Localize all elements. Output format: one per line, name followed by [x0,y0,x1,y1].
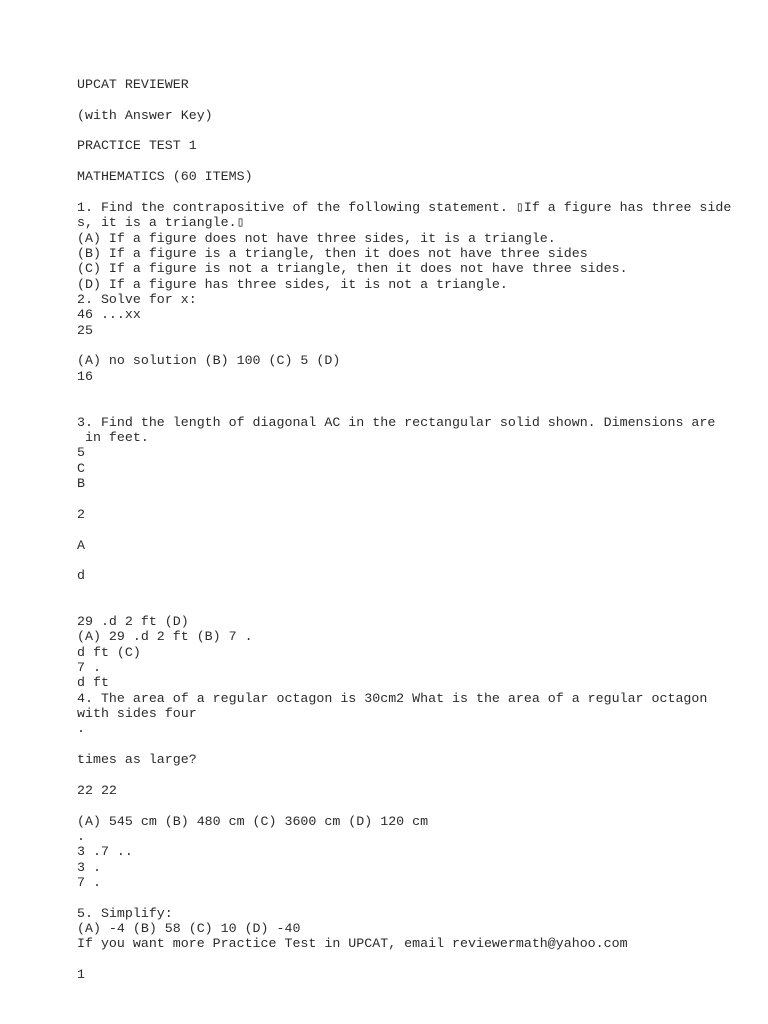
q4-choices: (A) 545 cm (B) 480 cm (C) 3600 cm (D) 120 cm [77,814,429,829]
test-name: PRACTICE TEST 1 [77,138,197,153]
q3-stem-line2: in feet. [77,430,149,445]
q1-choice-a: (A) If a figure does not have three sides, it is a triangle. [77,231,556,246]
q1-stem-line1: 1. Find the contrapositive of the following statement. ▯If a figure has three side [77,200,732,215]
q5-stem: 5. Simplify: [77,906,173,921]
section-heading: MATHEMATICS (60 ITEMS) [77,169,253,184]
q3-figure-label-2: 2 [77,507,85,522]
document-title: UPCAT REVIEWER [77,77,189,92]
q3-figure-label-5: 5 [77,445,85,460]
q3-answer-line5: d ft [77,675,109,690]
q2-expression-line1: 46 ...xx [77,307,141,322]
q4-stem-line2: with sides four [77,706,197,721]
page-number: 1 [77,967,85,982]
q1-choice-d: (D) If a figure has three sides, it is not a triangle. [77,277,508,292]
q1-choice-b: (B) If a figure is a triangle, then it does not have three sides [77,246,588,261]
q3-figure-label-b: B [77,476,85,491]
q2-expression-line2: 25 [77,323,93,338]
q3-figure-label-a: A [77,538,85,553]
document-subtitle: (with Answer Key) [77,108,213,123]
q4-stem-line1: 4. The area of a regular octagon is 30cm2 What is the area of a regular octagon [77,691,708,706]
q3-stem-line1: 3. Find the length of diagonal AC in the rectangular solid shown. Dimensions are [77,415,716,430]
q4-stem-line3: times as large? [77,752,197,767]
q4-fragment-1: . [77,829,85,844]
q3-figure-label-d: d [77,568,85,583]
q2-stem: 2. Solve for x: [77,292,197,307]
q5-choices: (A) -4 (B) 58 (C) 10 (D) -40 [77,921,301,936]
q1-stem-line2: s, it is a triangle.▯ [77,215,245,230]
q3-answer-line4: 7 . [77,660,101,675]
q3-answer-line2: (A) 29 .d 2 ft (B) 7 . [77,629,253,644]
q3-answer-line1: 29 .d 2 ft (D) [77,614,189,629]
q3-answer-line3: d ft (C) [77,645,141,660]
q3-figure-label-c: C [77,461,85,476]
q1-choice-c: (C) If a figure is not a triangle, then it does not have three sides. [77,261,628,276]
q4-fragment-2: 3 .7 .. [77,844,133,859]
q4-dot: . [77,721,85,736]
footer-note: If you want more Practice Test in UPCAT, email reviewermath@yahoo.com [77,936,628,951]
q2-choices: (A) no solution (B) 100 (C) 5 (D) [77,353,341,368]
q4-fragment-4: 7 . [77,875,101,890]
q4-fragment-3: 3 . [77,860,101,875]
q4-superscripts: 22 22 [77,783,117,798]
q2-choice-d-value: 16 [77,369,93,384]
